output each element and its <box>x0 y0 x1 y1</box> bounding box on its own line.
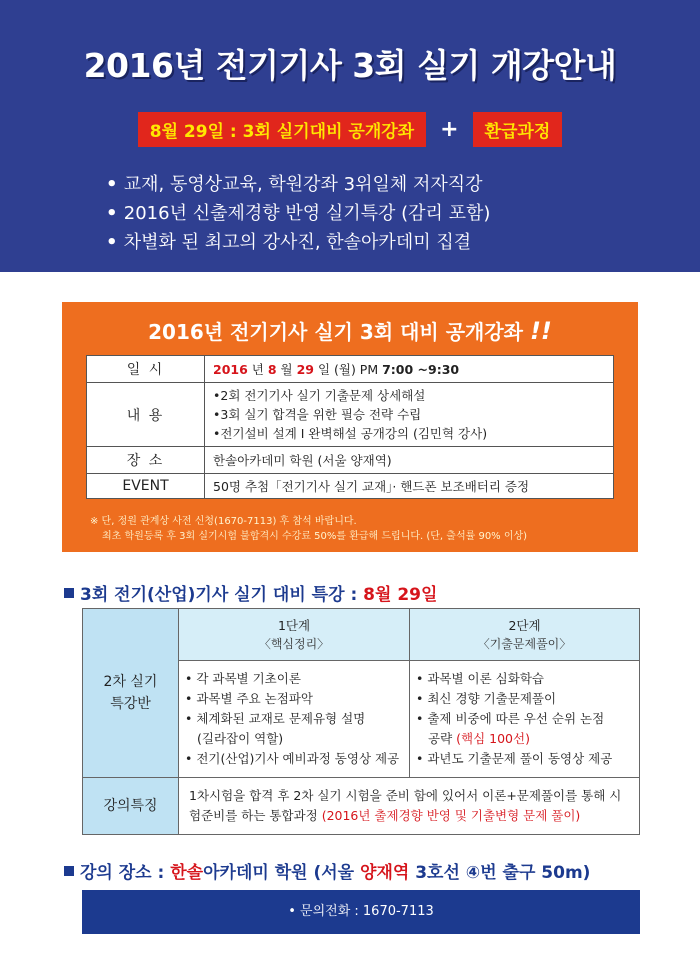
venue-prefix: 강의 장소 : <box>80 863 171 883</box>
date-text: 월 <box>276 362 297 377</box>
open-lecture-table <box>86 355 614 499</box>
content-value <box>205 383 614 447</box>
venue-exit: 3호선 ④번 출구 50m) <box>409 863 591 883</box>
venue-name: 아카데미 학원 (서울 <box>203 863 361 883</box>
place-value: 한솔아카데미 학원 (서울 양재역) <box>205 447 614 474</box>
stage1-subtitle: 〈핵심정리〉 <box>258 636 330 651</box>
special-lecture-heading <box>64 580 437 605</box>
place-label: 장 소 <box>87 447 205 474</box>
plus-sign: + <box>440 117 459 142</box>
square-bullet-icon <box>64 588 74 598</box>
refund-course-tag: 환급과정 <box>473 112 563 147</box>
stage2-title: 2단계 <box>508 617 541 633</box>
list-item: • 전기(산업)기사 예비과정 동영상 제공 <box>185 749 403 769</box>
list-item: • 최신 경향 기출문제풀이 <box>416 689 633 709</box>
list-item: • 출제 비중에 따른 우선 순위 논점 <box>416 709 633 729</box>
note-line: 최초 학원등록 후 3회 실기시험 불합격시 수강료 50%를 환급해 드립니다. (단, 출석률 90% 이상) <box>102 531 528 542</box>
venue-name-highlight: 한솔 <box>170 863 204 883</box>
feature-label: 강의특징 <box>83 778 179 835</box>
date-day: 29 <box>296 362 314 377</box>
date-month: 8 <box>267 362 277 377</box>
event-label: EVENT <box>87 474 205 499</box>
open-lecture-box <box>62 302 638 552</box>
list-item: • 체계화된 교재로 문제유형 설명 <box>185 709 403 729</box>
event-value: 50명 추첨「전기기사 실기 교재」· 핸드폰 보조배터리 증정 <box>205 474 614 499</box>
content-item: •2회 전기기사 실기 기출문제 상세해설 <box>213 388 426 403</box>
stage2-subtitle: 〈기출문제풀이〉 <box>477 636 572 651</box>
table-row <box>87 383 614 447</box>
feature-text-body: 1차시험을 합격 후 2차 실기 시험을 준비 함에 있어서 이론+문제풀이를 통해 시험준비를 하는 통합과정 <box>189 788 622 823</box>
open-lecture-title-text: 2016년 전기기사 실기 3회 대비 공개강좌 <box>148 320 523 344</box>
special-lecture-table <box>82 608 640 835</box>
feature-highlight: (2016년 출제경향 반영 및 기출변형 문제 풀이) <box>321 808 581 823</box>
table-row <box>87 356 614 383</box>
header-bullet: • 교재, 동영상교육, 학원강좌 3위일체 저자직강 <box>106 170 490 199</box>
table-row <box>87 447 614 474</box>
stage1-header <box>179 609 410 661</box>
table-row <box>83 778 640 835</box>
date-label: 일 시 <box>87 356 205 383</box>
heading-text: 3회 전기(산업)기사 실기 대비 특강 : <box>80 585 364 605</box>
venue-heading <box>64 858 590 883</box>
header-bullets <box>106 170 490 257</box>
date-value <box>205 356 614 383</box>
list-item-highlight: (핵심 100선) <box>456 731 530 746</box>
venue-station: 양재역 <box>360 863 410 883</box>
header-bullet: • 2016년 신출제경향 반영 실기특강 (감리 포함) <box>106 199 490 228</box>
open-lecture-tag: 8월 29일 : 3회 실기대비 공개강좌 <box>138 112 426 147</box>
list-item: • 과년도 기출문제 풀이 동영상 제공 <box>416 749 633 769</box>
stage1-content <box>179 661 410 778</box>
list-item-text: 공략 <box>428 731 453 746</box>
date-text: 년 <box>247 362 268 377</box>
stage1-title: 1단계 <box>277 617 311 633</box>
course-label-line: 2차 실기 <box>103 674 158 690</box>
table-row <box>87 474 614 499</box>
header-bullet: • 차별화 된 최고의 강사진, 한솔아카데미 집결 <box>106 228 490 257</box>
list-item: • 과목별 이론 심화학습 <box>416 669 633 689</box>
page-title: 2016년 전기기사 3회 실기 개강안내 <box>83 46 617 85</box>
list-item: (길라잡이 역할) <box>197 731 284 746</box>
list-item: • 과목별 주요 논점파악 <box>185 689 403 709</box>
list-item: • 각 과목별 기초이론 <box>185 669 403 689</box>
note-line: ※ 단, 정원 관계상 사전 신청(1670-7113) 후 참석 바랍니다. <box>90 516 357 527</box>
table-row <box>83 609 640 661</box>
heading-date: 8월 29일 <box>363 585 438 605</box>
course-label <box>83 609 179 778</box>
header-banner <box>0 0 700 272</box>
open-lecture-title <box>62 316 638 345</box>
stage2-content <box>410 661 640 778</box>
content-label: 내 용 <box>87 383 205 447</box>
content-item: •3회 실기 합격을 위한 필승 전략 수립 <box>213 407 422 422</box>
date-text: 일 (월) PM <box>313 362 383 377</box>
stage2-header <box>410 609 640 661</box>
course-label-line: 특강반 <box>110 696 151 712</box>
feature-text <box>179 778 640 835</box>
square-bullet-icon <box>64 866 74 876</box>
title-mark: !! <box>529 317 552 345</box>
content-item: •전기설비 설계 Ⅰ 완벽해설 공개강의 (김민혁 강사) <box>213 426 488 441</box>
contact-bar: • 문의전화 : 1670-7113 <box>82 890 640 934</box>
date-time: 7:00 ~9:30 <box>382 362 460 377</box>
date-year: 2016 <box>213 362 248 377</box>
tag-row <box>0 112 700 147</box>
list-item <box>416 729 633 749</box>
open-lecture-note <box>90 514 527 544</box>
